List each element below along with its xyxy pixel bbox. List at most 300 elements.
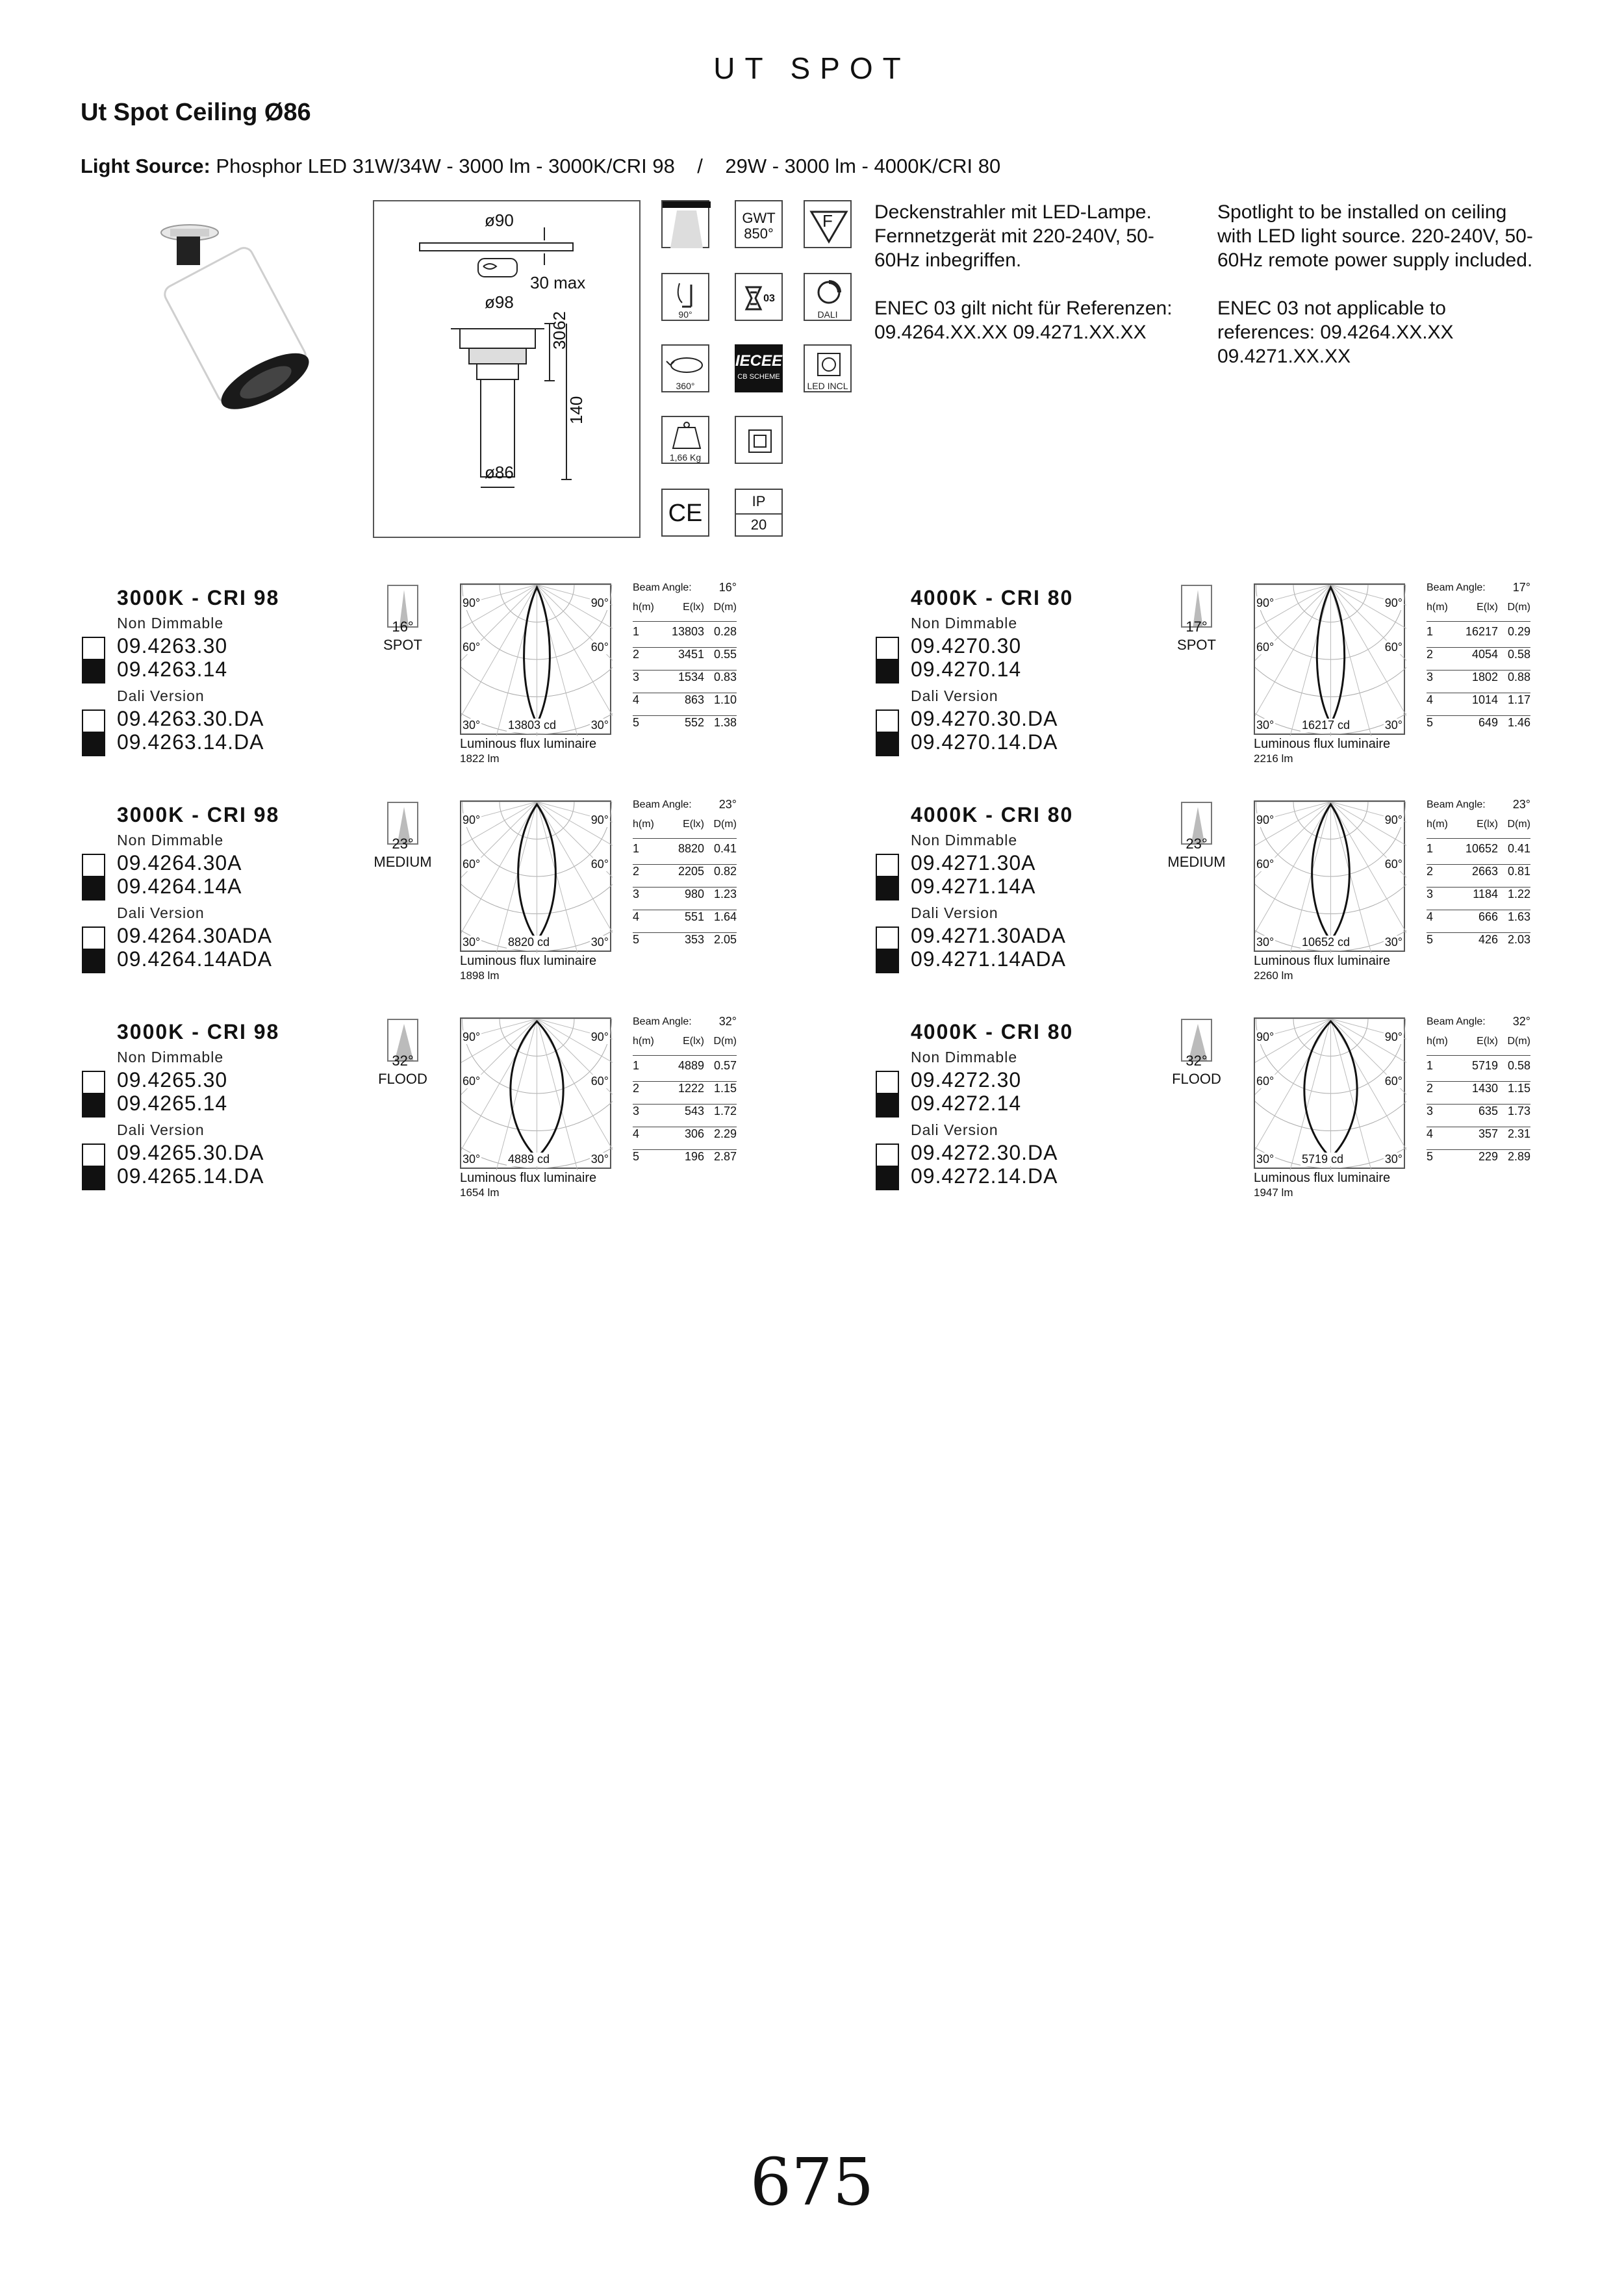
table-row bbox=[1427, 693, 1530, 716]
product-block bbox=[874, 1015, 1589, 1228]
cell-illuminance: 1534 bbox=[678, 671, 704, 683]
led-incl-icon bbox=[804, 344, 852, 392]
cell-diameter: 1.38 bbox=[713, 716, 737, 729]
beam-angle-label: Beam Angle: bbox=[1427, 799, 1486, 810]
product-code: 09.4270.30.DA bbox=[911, 707, 1058, 730]
polar-label-90-right: 90° bbox=[1384, 1030, 1402, 1043]
table-header-row bbox=[1427, 819, 1530, 839]
white-finish-swatch bbox=[82, 926, 105, 950]
peak-intensity-label: 8820 cd bbox=[508, 936, 550, 949]
cell-diameter: 1.15 bbox=[713, 1082, 737, 1095]
cell-height: 1 bbox=[1427, 842, 1434, 855]
col-header-d: D(m) bbox=[713, 602, 737, 613]
product-code: 09.4272.14.DA bbox=[911, 1164, 1058, 1188]
dim-30max: 30 max bbox=[530, 273, 586, 292]
polar-label-90-right: 90° bbox=[1384, 813, 1402, 826]
cell-height: 2 bbox=[1427, 648, 1434, 661]
luminous-flux-value: 1947 lm bbox=[1254, 1186, 1293, 1199]
cell-diameter: 0.88 bbox=[1507, 671, 1530, 683]
polar-spoke bbox=[537, 585, 594, 736]
beam-degree-label: 17° bbox=[1186, 619, 1208, 635]
beam-degree-label: 16° bbox=[392, 619, 414, 635]
polar-spoke bbox=[480, 802, 537, 953]
beam-angle-label: Beam Angle: bbox=[1427, 1016, 1486, 1027]
dali-label: DALI bbox=[817, 309, 838, 320]
cell-height: 3 bbox=[1427, 671, 1434, 683]
product-code: 09.4272.14 bbox=[911, 1092, 1022, 1115]
cell-illuminance: 4889 bbox=[678, 1059, 704, 1072]
white-finish-swatch bbox=[876, 926, 899, 950]
black-finish-swatch bbox=[82, 950, 105, 973]
polar-spoke bbox=[1255, 585, 1331, 642]
polar-label-60-right: 60° bbox=[590, 858, 609, 871]
block-title: 3000K - CRI 98 bbox=[117, 1020, 280, 1043]
rotate-label: 360° bbox=[676, 381, 695, 391]
dim-d98: ø98 bbox=[485, 292, 514, 312]
polar-spoke bbox=[1331, 585, 1407, 642]
block-title: 4000K - CRI 80 bbox=[911, 586, 1074, 609]
black-finish-swatch bbox=[82, 733, 105, 756]
product-code: 09.4264.14ADA bbox=[117, 947, 272, 971]
beam-angle-value: 32° bbox=[718, 1015, 737, 1028]
cell-illuminance: 4054 bbox=[1471, 648, 1498, 661]
table-row bbox=[633, 1059, 737, 1082]
gwt-icon bbox=[735, 200, 783, 248]
table-header-row bbox=[633, 602, 737, 622]
cell-height: 3 bbox=[633, 1105, 640, 1118]
beam-angle-label: Beam Angle: bbox=[633, 799, 692, 810]
dali-icon bbox=[804, 273, 852, 321]
table-header-row bbox=[1427, 602, 1530, 622]
cell-illuminance: 353 bbox=[684, 933, 704, 946]
square-symbol-icon bbox=[735, 416, 783, 464]
beam-angle-label: Beam Angle: bbox=[1427, 582, 1486, 593]
polar-label-30-left: 30° bbox=[463, 719, 481, 732]
non-dimmable-label: Non Dimmable bbox=[911, 832, 1018, 849]
luminous-flux-label: Luminous flux luminaire bbox=[1254, 954, 1391, 968]
cell-illuminance: 10652 bbox=[1465, 842, 1498, 855]
tilt-icon bbox=[661, 273, 709, 321]
description-en-enec: ENEC 03 not applicable to references: 09.4264.XX.XX 09.4271.XX.XX bbox=[1217, 298, 1454, 367]
luminous-flux-label: Luminous flux luminaire bbox=[1254, 1171, 1391, 1185]
col-header-d: D(m) bbox=[713, 819, 737, 830]
cell-diameter: 1.63 bbox=[1507, 910, 1530, 923]
product-code: 09.4264.30ADA bbox=[117, 924, 272, 947]
dali-version-label: Dali Version bbox=[117, 1121, 205, 1138]
cell-height: 3 bbox=[1427, 1105, 1434, 1118]
product-code: 09.4264.30A bbox=[117, 851, 242, 875]
col-header-d: D(m) bbox=[1507, 819, 1530, 830]
cell-height: 1 bbox=[1427, 625, 1434, 638]
cell-diameter: 2.87 bbox=[713, 1150, 737, 1163]
cell-illuminance: 306 bbox=[684, 1127, 704, 1140]
polar-label-60-left: 60° bbox=[1256, 641, 1275, 654]
polar-spoke bbox=[537, 802, 594, 953]
table-row bbox=[633, 1105, 737, 1127]
description-de bbox=[874, 200, 1199, 368]
polar-label-60-right: 60° bbox=[590, 1075, 609, 1088]
white-finish-swatch bbox=[82, 637, 105, 660]
cell-diameter: 0.55 bbox=[713, 648, 737, 661]
cell-height: 1 bbox=[633, 842, 640, 855]
beam-angle-value: 17° bbox=[1512, 581, 1530, 594]
cell-diameter: 1.23 bbox=[713, 888, 737, 901]
luminous-flux-value: 1654 lm bbox=[460, 1186, 500, 1199]
dim-h30: 30 bbox=[550, 331, 569, 350]
f-mark-icon bbox=[804, 200, 852, 248]
product-code: 09.4263.30 bbox=[117, 634, 228, 658]
enec-icon bbox=[735, 273, 783, 321]
white-finish-swatch bbox=[876, 637, 899, 660]
polar-label-90-right: 90° bbox=[590, 1030, 609, 1043]
cell-illuminance: 1014 bbox=[1471, 693, 1498, 706]
cell-illuminance: 196 bbox=[684, 1150, 704, 1163]
cell-diameter: 0.81 bbox=[1507, 865, 1530, 878]
cell-height: 5 bbox=[633, 1150, 640, 1163]
beam-type-label: FLOOD bbox=[378, 1071, 427, 1087]
table-row bbox=[633, 865, 737, 888]
cell-illuminance: 426 bbox=[1478, 933, 1498, 946]
cell-illuminance: 1430 bbox=[1471, 1082, 1498, 1095]
cell-diameter: 2.03 bbox=[1507, 933, 1530, 946]
beam-type-label: FLOOD bbox=[1172, 1071, 1221, 1087]
cell-illuminance: 1802 bbox=[1471, 671, 1498, 683]
table-row bbox=[633, 693, 737, 716]
polar-label-90-left: 90° bbox=[463, 1030, 481, 1043]
non-dimmable-label: Non Dimmable bbox=[911, 1049, 1018, 1066]
cell-height: 5 bbox=[1427, 716, 1434, 729]
polar-spoke bbox=[1255, 802, 1331, 859]
cell-diameter: 1.17 bbox=[1507, 693, 1530, 706]
cell-height: 4 bbox=[633, 1127, 640, 1140]
product-code: 09.4264.14A bbox=[117, 875, 242, 898]
cell-illuminance: 666 bbox=[1478, 910, 1498, 923]
gwt-bottom: 850° bbox=[744, 225, 774, 242]
beam-type-label: MEDIUM bbox=[374, 854, 432, 870]
polar-label-60-left: 60° bbox=[463, 641, 481, 654]
product-code: 09.4263.30.DA bbox=[117, 707, 264, 730]
beam-angle-label: Beam Angle: bbox=[633, 582, 692, 593]
table-row bbox=[633, 1082, 737, 1105]
dim-d86: ø86 bbox=[485, 463, 514, 482]
col-header-h: h(m) bbox=[633, 602, 654, 613]
table-row bbox=[1427, 1127, 1530, 1150]
table-row bbox=[633, 625, 737, 648]
dim-d90: ø90 bbox=[485, 211, 514, 230]
cell-illuminance: 552 bbox=[684, 716, 704, 729]
product-code: 09.4270.14.DA bbox=[911, 730, 1058, 754]
polar-label-90-left: 90° bbox=[1256, 1030, 1275, 1043]
white-finish-swatch bbox=[876, 1143, 899, 1167]
cell-illuminance: 1222 bbox=[678, 1082, 704, 1095]
beam-degree-label: 23° bbox=[1186, 836, 1208, 852]
product-code: 09.4272.30 bbox=[911, 1068, 1022, 1092]
block-title: 3000K - CRI 98 bbox=[117, 803, 280, 826]
polar-label-60-right: 60° bbox=[1384, 641, 1402, 654]
cell-height: 5 bbox=[633, 716, 640, 729]
product-code: 09.4263.14.DA bbox=[117, 730, 264, 754]
beam-angle-value: 23° bbox=[1512, 798, 1530, 811]
product-code: 09.4265.14.DA bbox=[117, 1164, 264, 1188]
polar-label-90-left: 90° bbox=[463, 813, 481, 826]
polar-spoke bbox=[1255, 1019, 1331, 1076]
col-header-e: E(lx) bbox=[1477, 819, 1498, 830]
peak-intensity-label: 16217 cd bbox=[1302, 719, 1351, 732]
polar-label-60-left: 60° bbox=[1256, 858, 1275, 871]
table-row bbox=[633, 648, 737, 671]
luminous-flux-value: 1822 lm bbox=[460, 752, 500, 765]
table-row bbox=[1427, 1059, 1530, 1082]
light-source-line bbox=[81, 155, 1000, 178]
cell-height: 5 bbox=[633, 933, 640, 946]
table-header-row bbox=[633, 819, 737, 839]
table-row bbox=[1427, 716, 1530, 738]
luminous-flux-value: 2260 lm bbox=[1254, 969, 1293, 982]
iecee-sub: CB SCHEME bbox=[737, 373, 780, 381]
polar-label-30-right: 30° bbox=[590, 719, 609, 732]
cell-diameter: 0.83 bbox=[713, 671, 737, 683]
col-header-e: E(lx) bbox=[683, 819, 704, 830]
col-header-h: h(m) bbox=[1427, 602, 1448, 613]
ip-value: 20 bbox=[750, 517, 767, 533]
cell-height: 5 bbox=[1427, 1150, 1434, 1163]
illuminance-table bbox=[633, 799, 737, 968]
black-finish-swatch bbox=[876, 877, 899, 901]
product-title: Ut Spot Ceiling Ø86 bbox=[81, 99, 311, 126]
polar-label-90-left: 90° bbox=[1256, 596, 1275, 609]
product-code: 09.4271.14A bbox=[911, 875, 1036, 898]
cell-diameter: 1.73 bbox=[1507, 1105, 1530, 1118]
beam-angle-value: 32° bbox=[1512, 1015, 1530, 1028]
iecee-icon bbox=[735, 344, 783, 392]
peak-intensity-label: 5719 cd bbox=[1302, 1153, 1344, 1166]
beam-degree-label: 32° bbox=[392, 1053, 414, 1069]
product-code: 09.4263.14 bbox=[117, 658, 228, 681]
table-row bbox=[1427, 888, 1530, 910]
table-row bbox=[1427, 1150, 1530, 1172]
table-row bbox=[1427, 1105, 1530, 1127]
cell-height: 4 bbox=[633, 910, 640, 923]
polar-spoke bbox=[461, 1019, 537, 1076]
cell-illuminance: 980 bbox=[684, 888, 704, 901]
light-source-value: Phosphor LED 31W/34W - 3000 lm - 3000K/CRI 98 / 29W - 3000 lm - 4000K/CRI 80 bbox=[210, 155, 1001, 177]
polar-label-60-left: 60° bbox=[463, 1075, 481, 1088]
col-header-h: h(m) bbox=[1427, 1036, 1448, 1047]
dali-version-label: Dali Version bbox=[117, 687, 205, 704]
polar-spoke bbox=[480, 585, 537, 736]
product-code: 09.4265.30 bbox=[117, 1068, 228, 1092]
weight-icon bbox=[661, 416, 709, 464]
polar-label-90-right: 90° bbox=[590, 596, 609, 609]
cell-diameter: 2.31 bbox=[1507, 1127, 1530, 1140]
peak-intensity-label: 13803 cd bbox=[508, 719, 557, 732]
non-dimmable-label: Non Dimmable bbox=[117, 1049, 224, 1066]
product-code: 09.4271.30ADA bbox=[911, 924, 1066, 947]
cell-height: 2 bbox=[1427, 1082, 1434, 1095]
table-row bbox=[1427, 1082, 1530, 1105]
black-finish-swatch bbox=[876, 950, 899, 973]
polar-diagram bbox=[460, 1017, 611, 1169]
polar-spoke bbox=[537, 1019, 613, 1076]
peak-intensity-label: 10652 cd bbox=[1302, 936, 1351, 949]
table-row bbox=[633, 716, 737, 738]
peak-intensity-label: 4889 cd bbox=[508, 1153, 550, 1166]
cell-height: 2 bbox=[633, 648, 640, 661]
cell-diameter: 2.05 bbox=[713, 933, 737, 946]
polar-spoke bbox=[1331, 1019, 1407, 1076]
iecee-text: IECEE bbox=[735, 352, 783, 370]
black-finish-swatch bbox=[82, 1167, 105, 1190]
white-finish-swatch bbox=[876, 1071, 899, 1094]
illuminance-table bbox=[633, 1016, 737, 1185]
non-dimmable-label: Non Dimmable bbox=[911, 615, 1018, 632]
table-row bbox=[633, 888, 737, 910]
cell-illuminance: 16217 bbox=[1465, 625, 1498, 638]
product-code: 09.4271.30A bbox=[911, 851, 1036, 875]
dali-version-label: Dali Version bbox=[911, 904, 998, 921]
product-code: 09.4265.30.DA bbox=[117, 1141, 264, 1164]
product-code: 09.4272.30.DA bbox=[911, 1141, 1058, 1164]
dim-h140: 140 bbox=[566, 396, 586, 424]
description-de-main: Deckenstrahler mit LED-Lampe. Fernnetzgerät mit 220-240V, 50-60Hz inbegriffen. bbox=[874, 201, 1154, 271]
white-finish-swatch bbox=[82, 709, 105, 733]
illuminance-table bbox=[1427, 582, 1530, 751]
table-row bbox=[1427, 933, 1530, 955]
cell-illuminance: 357 bbox=[1478, 1127, 1498, 1140]
table-row bbox=[633, 1127, 737, 1150]
polar-spoke bbox=[1274, 802, 1331, 953]
luminous-flux-label: Luminous flux luminaire bbox=[460, 954, 597, 968]
non-dimmable-label: Non Dimmable bbox=[117, 832, 224, 849]
polar-label-30-left: 30° bbox=[1256, 1153, 1275, 1166]
non-dimmable-label: Non Dimmable bbox=[117, 615, 224, 632]
beam-angle-value: 23° bbox=[718, 798, 737, 811]
brand-title: UT SPOT bbox=[713, 51, 911, 85]
cell-diameter: 0.41 bbox=[713, 842, 737, 855]
product-block bbox=[81, 1015, 795, 1228]
cell-illuminance: 8820 bbox=[678, 842, 704, 855]
cell-illuminance: 3451 bbox=[678, 648, 704, 661]
ce-text: CE bbox=[668, 500, 703, 527]
polar-label-90-right: 90° bbox=[590, 813, 609, 826]
cell-illuminance: 5719 bbox=[1471, 1059, 1498, 1072]
polar-diagram bbox=[460, 800, 611, 952]
product-block bbox=[874, 581, 1589, 794]
beam-degree-label: 32° bbox=[1186, 1053, 1208, 1069]
beam-type-label: SPOT bbox=[383, 637, 422, 653]
white-finish-swatch bbox=[876, 854, 899, 877]
polar-label-30-left: 30° bbox=[463, 1153, 481, 1166]
cell-illuminance: 229 bbox=[1478, 1150, 1498, 1163]
illuminance-table bbox=[1427, 1016, 1530, 1185]
white-finish-swatch bbox=[876, 709, 899, 733]
table-row bbox=[1427, 865, 1530, 888]
cell-diameter: 0.29 bbox=[1507, 625, 1530, 638]
black-finish-swatch bbox=[876, 733, 899, 756]
cell-illuminance: 2663 bbox=[1471, 865, 1498, 878]
table-row bbox=[1427, 648, 1530, 671]
polar-diagram bbox=[1254, 800, 1405, 952]
cell-height: 4 bbox=[633, 693, 640, 706]
luminous-flux-label: Luminous flux luminaire bbox=[1254, 737, 1391, 751]
table-row bbox=[1427, 910, 1530, 933]
beam-angle-value: 16° bbox=[718, 581, 737, 594]
table-row bbox=[633, 1150, 737, 1172]
cell-height: 1 bbox=[1427, 1059, 1434, 1072]
beam-type-label: SPOT bbox=[1177, 637, 1216, 653]
enec-number: 03 bbox=[763, 293, 775, 304]
black-finish-swatch bbox=[82, 877, 105, 901]
polar-label-60-right: 60° bbox=[1384, 1075, 1402, 1088]
rotate-icon bbox=[661, 344, 709, 392]
luminous-flux-label: Luminous flux luminaire bbox=[460, 1171, 597, 1185]
polar-spoke bbox=[1331, 802, 1407, 859]
table-row bbox=[633, 842, 737, 865]
page-number: 675 bbox=[750, 2144, 874, 2220]
white-finish-swatch bbox=[82, 1071, 105, 1094]
description-en-main: Spotlight to be installed on ceiling with LED light source. 220-240V, 50-60Hz remote power supply included. bbox=[1217, 201, 1533, 271]
black-finish-swatch bbox=[876, 1094, 899, 1118]
cell-illuminance: 863 bbox=[684, 693, 704, 706]
ip-label: IP bbox=[752, 493, 766, 509]
table-header-row bbox=[1427, 1036, 1530, 1056]
polar-label-60-right: 60° bbox=[1384, 858, 1402, 871]
col-header-e: E(lx) bbox=[1477, 1036, 1498, 1047]
cell-height: 2 bbox=[633, 1082, 640, 1095]
polar-label-30-right: 30° bbox=[590, 936, 609, 949]
ip-icon bbox=[735, 489, 783, 537]
cell-height: 3 bbox=[1427, 888, 1434, 901]
cell-illuminance: 551 bbox=[684, 910, 704, 923]
col-header-h: h(m) bbox=[1427, 819, 1448, 830]
polar-spoke bbox=[1331, 802, 1388, 953]
table-row bbox=[633, 671, 737, 693]
block-title: 4000K - CRI 80 bbox=[911, 803, 1074, 826]
dali-version-label: Dali Version bbox=[117, 904, 205, 921]
black-finish-swatch bbox=[82, 1094, 105, 1118]
weight-label: 1,66 Kg bbox=[669, 452, 702, 463]
cell-diameter: 1.15 bbox=[1507, 1082, 1530, 1095]
polar-label-90-left: 90° bbox=[463, 596, 481, 609]
track-icon bbox=[661, 200, 709, 248]
f-letter: F bbox=[822, 211, 833, 231]
polar-label-90-left: 90° bbox=[1256, 813, 1275, 826]
product-block bbox=[81, 798, 795, 1011]
luminous-flux-value: 2216 lm bbox=[1254, 752, 1293, 765]
light-source-label: Light Source: bbox=[81, 155, 210, 177]
illuminance-table bbox=[633, 582, 737, 751]
cell-height: 3 bbox=[633, 888, 640, 901]
product-block bbox=[81, 581, 795, 794]
cell-diameter: 1.46 bbox=[1507, 716, 1530, 729]
cell-diameter: 2.89 bbox=[1507, 1150, 1530, 1163]
cell-illuminance: 13803 bbox=[671, 625, 704, 638]
cell-diameter: 0.57 bbox=[713, 1059, 737, 1072]
polar-label-30-left: 30° bbox=[1256, 936, 1275, 949]
black-finish-swatch bbox=[876, 660, 899, 683]
cell-height: 2 bbox=[1427, 865, 1434, 878]
col-header-e: E(lx) bbox=[683, 602, 704, 613]
cell-illuminance: 1184 bbox=[1473, 888, 1498, 901]
polar-diagram bbox=[1254, 583, 1405, 735]
block-title: 3000K - CRI 98 bbox=[117, 586, 280, 609]
cell-height: 3 bbox=[633, 671, 640, 683]
polar-label-90-right: 90° bbox=[1384, 596, 1402, 609]
description-en bbox=[1217, 200, 1542, 392]
product-photo bbox=[136, 214, 325, 409]
cell-diameter: 0.82 bbox=[713, 865, 737, 878]
black-finish-swatch bbox=[82, 660, 105, 683]
